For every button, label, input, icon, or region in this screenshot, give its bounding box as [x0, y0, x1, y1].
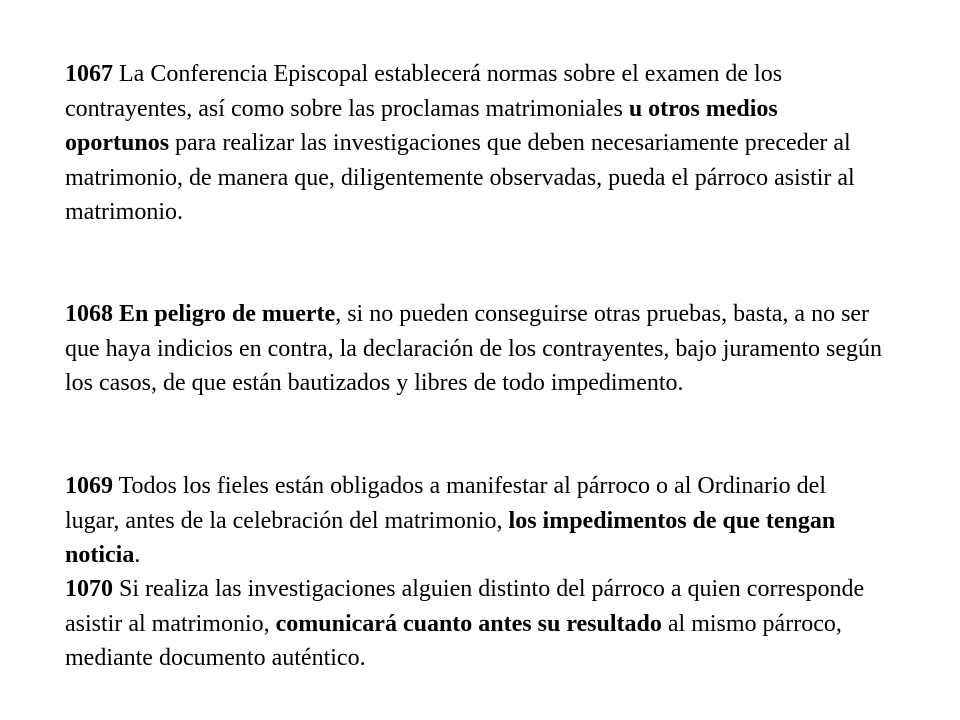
canon-number: 1069 [65, 473, 113, 499]
canon-emphasis: comunicará cuanto antes su resultado [275, 610, 662, 637]
canon-1070-paragraph [65, 572, 885, 676]
canon-text: para realizar las investigaciones que deben necesariamente preceder al matrimonio, de manera que, diligentemente observadas, pueda el párroco asistir al matrimonio. [65, 130, 855, 225]
canon-1069-paragraph [65, 469, 885, 573]
canon-emphasis: u otros medios oportunos [65, 95, 778, 156]
canon-1068-paragraph [65, 297, 885, 401]
canon-text: al mismo párroco, mediante documento auténtico. [65, 610, 842, 671]
canon-text: Todos los fieles están obligados a manifestar al párroco o al Ordinario del lugar, antes de la celebración del matrimonio, [65, 473, 827, 534]
canon-emphasis: En peligro de muerte [119, 301, 336, 327]
canon-text: , si no pueden conseguirse otras pruebas, basta, a no ser que haya indicios en contra, la declaración de los contrayentes, bajo juramento según los casos, de que están bautizados y libres de todo impedimento. [65, 301, 883, 396]
canon-number: 1070 [65, 576, 113, 602]
canon-text: La Conferencia Episcopal establecerá normas sobre el examen de los contrayentes, así como sobre las proclamas matrimoniales [65, 61, 783, 122]
canon-text: Si realiza las investigaciones alguien distinto del párroco a quien corresponde asistir al matrimonio, [65, 576, 865, 637]
canon-text: . [134, 542, 141, 568]
canon-number: 1067 [65, 61, 113, 87]
canon-number: 1068 [65, 301, 113, 327]
canon-emphasis: los impedimentos de que tengan noticia [65, 507, 836, 568]
canon-1067-paragraph [65, 57, 885, 230]
